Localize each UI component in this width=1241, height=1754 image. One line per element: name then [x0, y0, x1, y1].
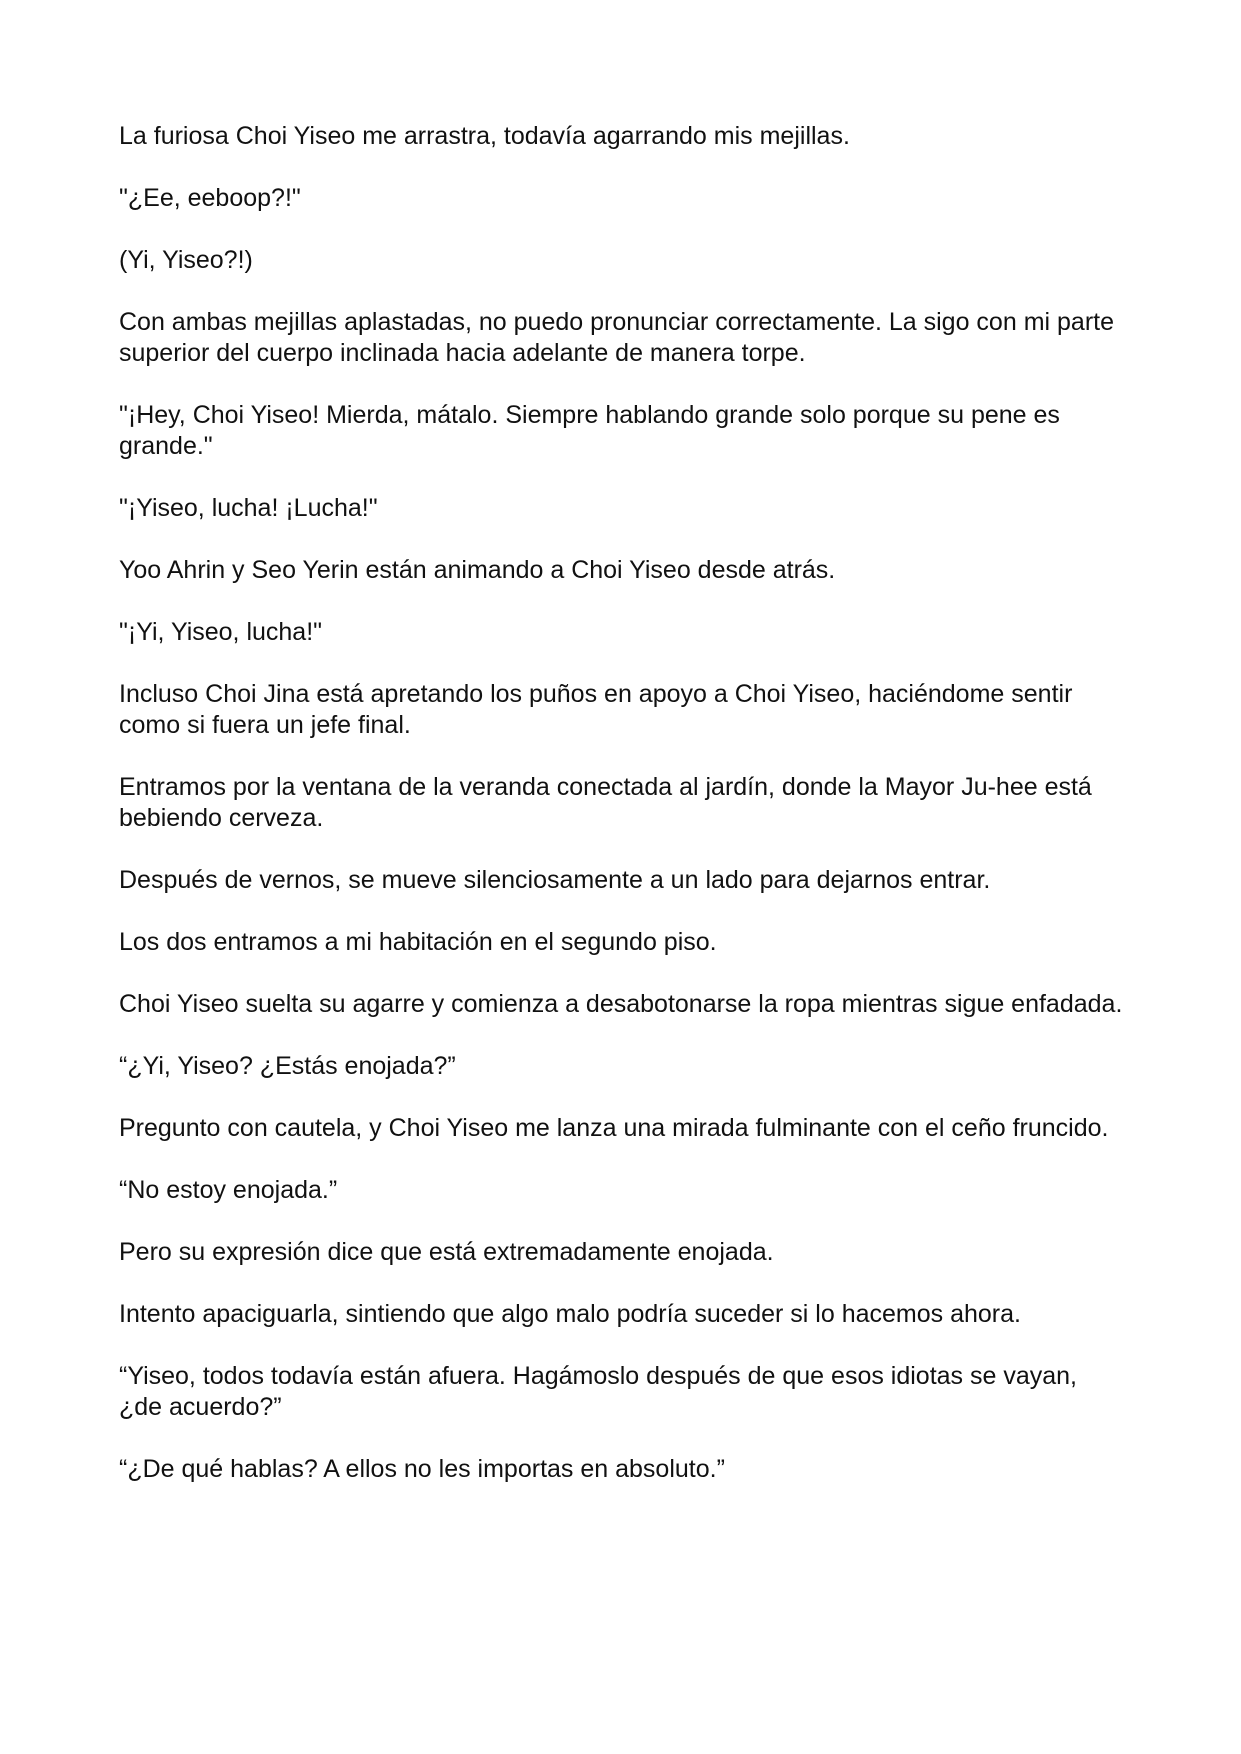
paragraph: Pero su expresión dice que está extremadamente enojada.: [119, 1238, 774, 1266]
paragraph: Después de vernos, se mueve silenciosamente a un lado para dejarnos entrar.: [119, 866, 991, 894]
paragraph: “¿Yi, Yiseo? ¿Estás enojada?”: [119, 1052, 456, 1080]
document-body: [119, 121, 1124, 1516]
paragraph: “Yiseo, todos todavía están afuera. Hagámoslo después de que esos idiotas se vayan, ¿de acuerdo?”: [119, 1362, 1078, 1421]
paragraph: Intento apaciguarla, sintiendo que algo malo podría suceder si lo hacemos ahora.: [119, 1300, 1021, 1328]
paragraph: Choi Yiseo suelta su agarre y comienza a desabotonarse la ropa mientras sigue enfadada.: [119, 990, 1123, 1018]
paragraph: "¡Hey, Choi Yiseo! Mierda, mátalo. Siempre hablando grande solo porque su pene es grande.": [119, 401, 1060, 460]
paragraph: Los dos entramos a mi habitación en el segundo piso.: [119, 928, 717, 956]
paragraph: Yoo Ahrin y Seo Yerin están animando a Choi Yiseo desde atrás.: [119, 556, 836, 584]
paragraph: Con ambas mejillas aplastadas, no puedo pronunciar correctamente. La sigo con mi parte superior del cuerpo inclinada hacia adelante de manera torpe.: [119, 308, 1114, 367]
paragraph: Pregunto con cautela, y Choi Yiseo me lanza una mirada fulminante con el ceño fruncido.: [119, 1114, 1109, 1142]
paragraph: La furiosa Choi Yiseo me arrastra, todavía agarrando mis mejillas.: [119, 122, 850, 150]
paragraph: "¡Yiseo, lucha! ¡Lucha!": [119, 494, 378, 522]
paragraph: "¡Yi, Yiseo, lucha!": [119, 618, 323, 646]
paragraph: “No estoy enojada.”: [119, 1176, 338, 1204]
paragraph: Incluso Choi Jina está apretando los puños en apoyo a Choi Yiseo, haciéndome sentir como si fuera un jefe final.: [119, 680, 1073, 739]
paragraph: (Yi, Yiseo?!): [119, 246, 253, 274]
paragraph: Entramos por la ventana de la veranda conectada al jardín, donde la Mayor Ju-hee está bebiendo cerveza.: [119, 773, 1092, 832]
paragraph: “¿De qué hablas? A ellos no les importas en absoluto.”: [119, 1455, 725, 1483]
paragraph: "¿Ee, eeboop?!": [119, 184, 301, 212]
